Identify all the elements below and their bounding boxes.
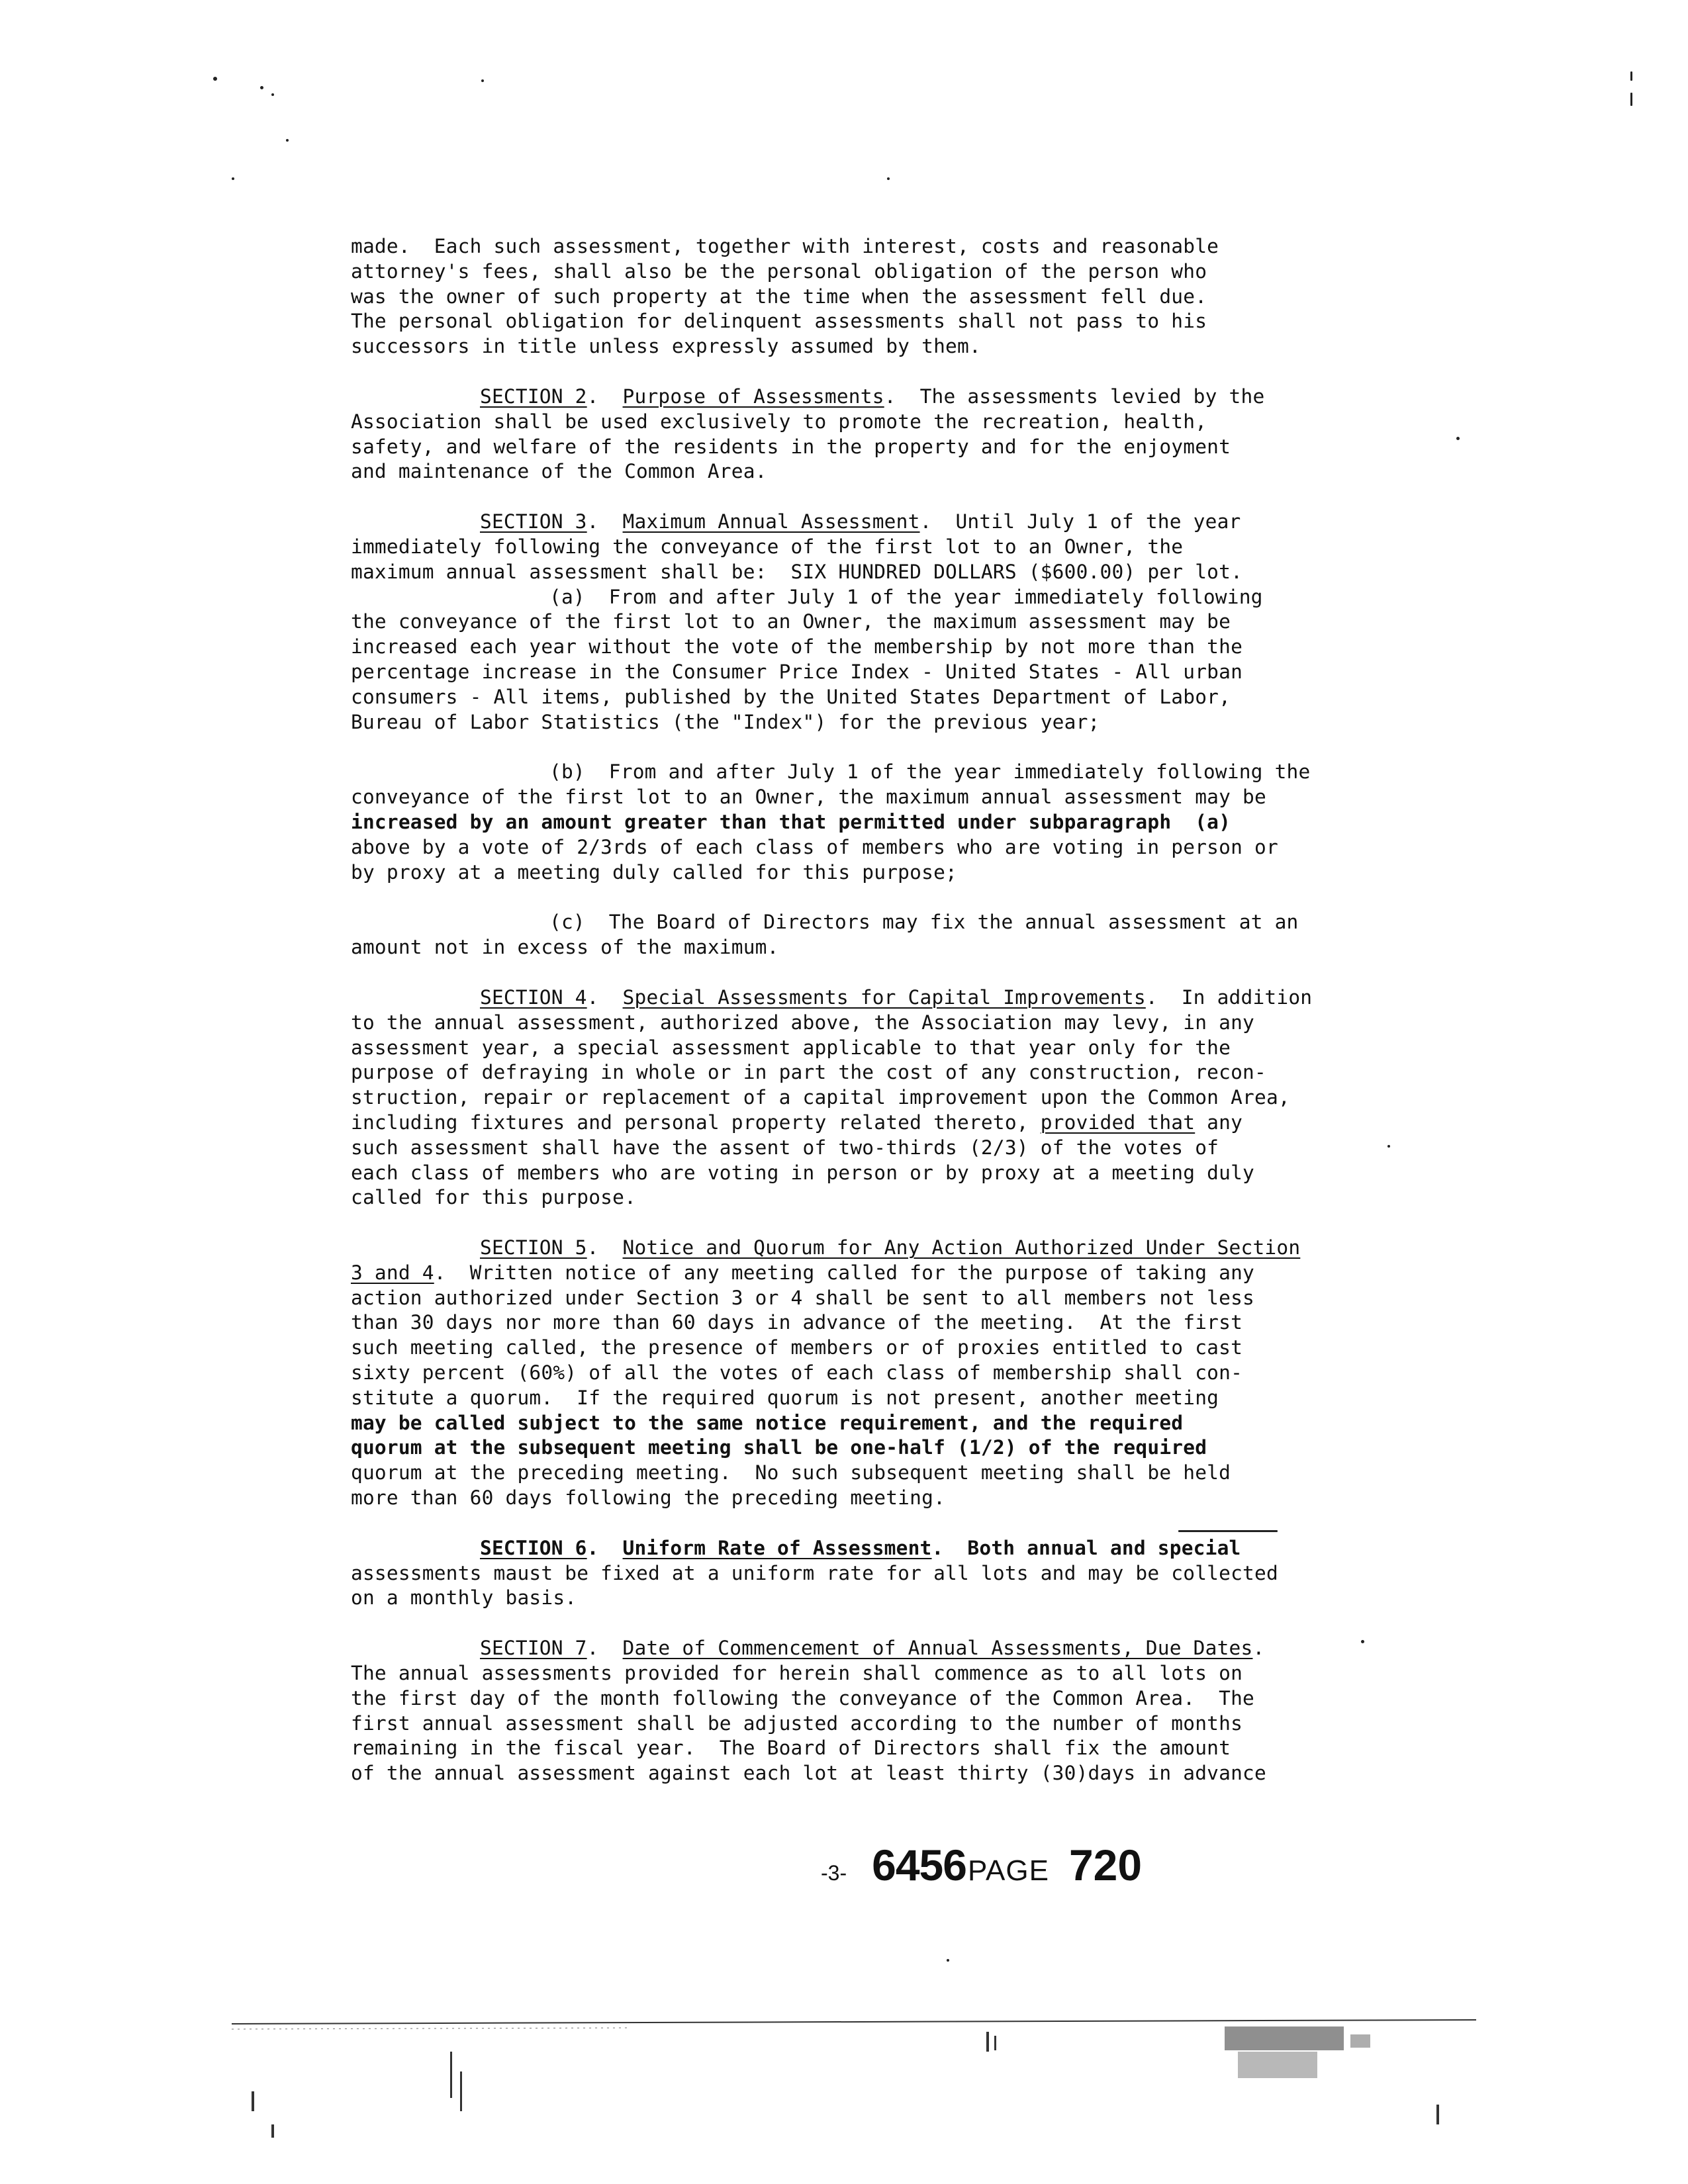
text-line: the first day of the month following the conveyance of the Common Area. The bbox=[351, 1686, 1254, 1709]
text-line: first annual assessment shall be adjusted according to the number of months bbox=[351, 1711, 1243, 1735]
text-line: each class of members who are voting in person or by proxy at a meeting duly bbox=[351, 1161, 1254, 1184]
text-line: purpose of defraying in whole or in part the cost of any construction, recon- bbox=[351, 1061, 1266, 1084]
section-text: The assessments levied by the bbox=[896, 385, 1265, 408]
text-line: sixty percent (60%) of all the votes of each class of membership shall con- bbox=[351, 1361, 1243, 1385]
section-heading-line: SECTION 2. Purpose of Assessments. The assessments levied by the bbox=[480, 385, 1265, 408]
text-line: called for this purpose. bbox=[351, 1186, 637, 1209]
scan-speck bbox=[887, 177, 890, 180]
text-line: percentage increase in the Consumer Price Index - United States - All urban bbox=[351, 660, 1243, 683]
subparagraph-c-first: (c) The Board of Directors may fix the annual assessment at an bbox=[549, 911, 1299, 934]
scan-speck bbox=[1630, 93, 1632, 106]
page-footer bbox=[821, 1840, 1142, 1919]
scan-speck bbox=[481, 79, 484, 82]
text-line: action authorized under Section 3 or 4 shall be sent to all members not less bbox=[351, 1286, 1254, 1309]
scan-noise-band bbox=[232, 2012, 1476, 2164]
section-2 bbox=[351, 385, 1383, 484]
scan-speck bbox=[1456, 437, 1460, 440]
scan-speck bbox=[1630, 71, 1632, 81]
text-line: such assessment shall have the assent of two-thirds (2/3) of the votes of bbox=[351, 1136, 1219, 1159]
text-line: such meeting called, the presence of members or of proxies entitled to cast bbox=[351, 1336, 1243, 1359]
text-line: may be called subject to the same notice requirement, and the required bbox=[351, 1411, 1184, 1434]
section-4 bbox=[351, 985, 1383, 1210]
section-label: SECTION 4 bbox=[480, 985, 587, 1009]
document-body bbox=[351, 234, 1383, 1786]
text-line: than 30 days nor more than 60 days in advance of the meeting. At the first bbox=[351, 1311, 1243, 1334]
section-heading-line: SECTION 4. Special Assessments for Capital Improvements. In addition bbox=[480, 985, 1313, 1009]
text-line: by proxy at a meeting duly called for this purpose; bbox=[351, 860, 957, 884]
text-line: 3 and 4. Written notice of any meeting called for the purpose of taking any bbox=[351, 1261, 1255, 1284]
text-line: of the annual assessment against each lot at least thirty (30)days in advance bbox=[351, 1762, 1266, 1785]
text-fragment: including fixtures and personal property related thereto, bbox=[351, 1111, 1041, 1134]
scan-speck bbox=[260, 86, 263, 89]
text-line: assessments maust be fixed at a uniform rate for all lots and may be collected bbox=[351, 1561, 1278, 1584]
scan-speck bbox=[271, 93, 274, 96]
text-line: and maintenance of the Common Area. bbox=[351, 460, 767, 483]
section-7 bbox=[351, 1636, 1383, 1786]
text-line: consumers - All items, published by the United States Department of Labor, bbox=[351, 685, 1231, 708]
section-heading-line: SECTION 5. Notice and Quorum for Any Action Authorized Under Section bbox=[480, 1236, 1301, 1259]
text-line: made. Each such assessment, together with interest, costs and reasonable bbox=[351, 235, 1219, 257]
section-title: Maximum Annual Assessment bbox=[622, 510, 920, 533]
text-line: quorum at the subsequent meeting shall be one-half (1/2) of the required bbox=[351, 1436, 1207, 1459]
section-heading-line: SECTION 7. Date of Commencement of Annual Assessments, Due Dates. bbox=[480, 1637, 1265, 1660]
page-number: -3- bbox=[821, 1861, 847, 1885]
section-label: SECTION 3 bbox=[480, 510, 587, 533]
section-label: SECTION 2 bbox=[480, 385, 587, 408]
section-text: Until July 1 of the year bbox=[931, 510, 1241, 533]
section-3 bbox=[351, 510, 1383, 960]
text-line: on a monthly basis. bbox=[351, 1586, 577, 1610]
section-title: Uniform Rate of Assessment bbox=[622, 1536, 932, 1559]
text-line: Association shall be used exclusively to promote the recreation, health, bbox=[351, 410, 1207, 433]
section-title-continued: 3 and 4 bbox=[351, 1261, 434, 1284]
text-line: amount not in excess of the maximum. bbox=[351, 936, 779, 959]
text-line: attorney's fees, shall also be the personal obligation of the person who bbox=[351, 259, 1207, 283]
section-title: Date of Commencement of Annual Assessments, Due Dates bbox=[622, 1637, 1253, 1660]
text-line: maximum annual assessment shall be: SIX HUNDRED DOLLARS ($600.00) per lot. bbox=[351, 560, 1243, 583]
scan-speck bbox=[213, 77, 217, 81]
subparagraph-a-first: (a) From and after July 1 of the year immediately following bbox=[549, 585, 1263, 608]
scan-speck bbox=[286, 139, 289, 142]
text-line: increased by an amount greater than that permitted under subparagraph (a) bbox=[351, 810, 1231, 833]
section-heading-line: SECTION 6. Uniform Rate of Assessment. Both annual and special bbox=[480, 1536, 1241, 1559]
text-line: quorum at the preceding meeting. No such subsequent meeting shall be held bbox=[351, 1461, 1231, 1484]
scan-speck bbox=[947, 1959, 949, 1962]
text-fragment: any bbox=[1195, 1111, 1243, 1134]
text-line: safety, and welfare of the residents in the property and for the enjoyment bbox=[351, 435, 1231, 458]
text-line: conveyance of the first lot to an Owner, the maximum annual assessment may be bbox=[351, 786, 1266, 809]
underlined-phrase: provided that bbox=[1040, 1111, 1196, 1134]
text-line: above by a vote of 2/3rds of each class of members who are voting in person or bbox=[351, 835, 1278, 858]
text-line: The personal obligation for delinquent assessments shall not pass to his bbox=[351, 310, 1207, 333]
section-title: Purpose of Assessments bbox=[622, 385, 884, 408]
scan-speck bbox=[232, 177, 234, 180]
text-line: successors in title unless expressly assumed by them. bbox=[351, 335, 981, 358]
text-line: the conveyance of the first lot to an Owner, the maximum assessment may be bbox=[351, 610, 1231, 633]
recording-book-number: 6456 bbox=[872, 1841, 966, 1889]
section-heading-line: SECTION 3. Maximum Annual Assessment. Until July 1 of the year bbox=[480, 510, 1241, 533]
text-line: The annual assessments provided for herein shall commence as to all lots on bbox=[351, 1662, 1243, 1685]
recording-page-word: PAGE bbox=[967, 1854, 1049, 1887]
section-text: Written notice of any meeting called for the purpose of taking any bbox=[445, 1261, 1255, 1284]
section-label: SECTION 5 bbox=[480, 1236, 587, 1259]
text-line: Bureau of Labor Statistics (the "Index") for the previous year; bbox=[351, 710, 1100, 733]
text-line: to the annual assessment, authorized above, the Association may levy, in any bbox=[351, 1011, 1254, 1034]
text-line: stitute a quorum. If the required quorum is not present, another meeting bbox=[351, 1386, 1219, 1409]
recording-page-number: 720 bbox=[1068, 1841, 1143, 1889]
text-line bbox=[351, 1111, 1383, 1136]
section-5 bbox=[351, 1236, 1383, 1511]
section-6 bbox=[351, 1536, 1383, 1611]
text-line: more than 60 days following the preceding meeting. bbox=[351, 1486, 946, 1510]
section-label: SECTION 7 bbox=[480, 1637, 587, 1660]
text-line: remaining in the fiscal year. The Board of Directors shall fix the amount bbox=[351, 1737, 1231, 1760]
section-text: In addition bbox=[1157, 985, 1313, 1009]
text-line: struction, repair or replacement of a capital improvement upon the Common Area, bbox=[351, 1086, 1290, 1109]
section-title: Notice and Quorum for Any Action Authorized Under Section bbox=[622, 1236, 1301, 1259]
text-line: was the owner of such property at the time when the assessment fell due. bbox=[351, 285, 1207, 308]
subparagraph-b-first: (b) From and after July 1 of the year immediately following the bbox=[549, 760, 1311, 784]
text-line: increased each year without the vote of the membership by not more than the bbox=[351, 635, 1243, 659]
paragraph-continuation bbox=[351, 234, 1383, 359]
text-line: immediately following the conveyance of the first lot to an Owner, the bbox=[351, 535, 1184, 558]
section-title: Special Assessments for Capital Improvements bbox=[622, 985, 1146, 1009]
text-line: assessment year, a special assessment applicable to that year only for the bbox=[351, 1036, 1231, 1059]
section-label: SECTION 6 bbox=[480, 1536, 587, 1559]
scan-speck bbox=[1387, 1145, 1390, 1148]
section-text: . bbox=[1252, 1637, 1265, 1660]
section-text: Both annual and special bbox=[943, 1536, 1241, 1559]
